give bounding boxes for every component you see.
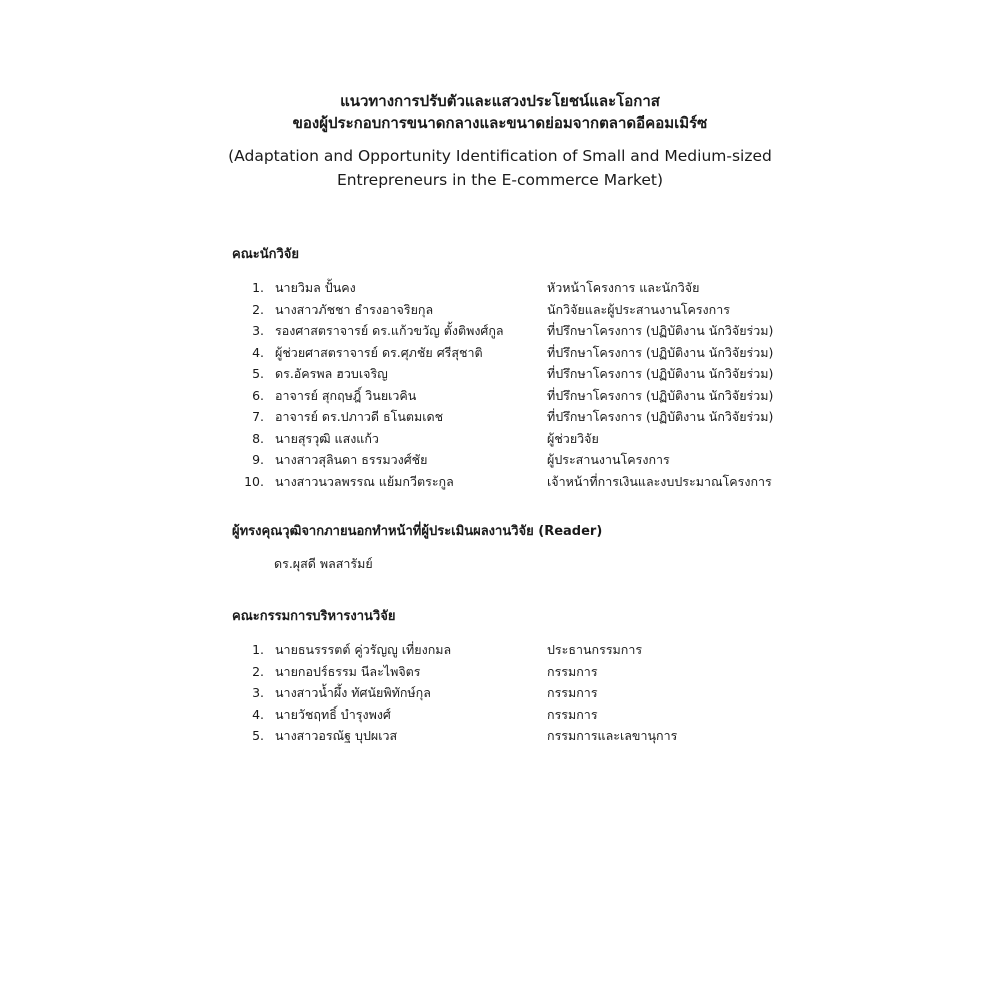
committee-member-name: นายกอปร์ธรรม นีละไพจิตร — [275, 663, 421, 679]
row-number: 8. — [252, 430, 264, 446]
committee-row — [232, 725, 832, 747]
row-number: 5. — [252, 728, 264, 743]
committee-heading: คณะกรรมการบริหารงานวิจัย — [232, 609, 396, 624]
row-number: 1. — [252, 642, 264, 657]
row-number: 6. — [252, 387, 264, 403]
researcher-name: นายวิมล ปั้นคง — [275, 280, 356, 295]
committee-row — [232, 704, 832, 726]
committee-row — [232, 661, 832, 683]
title-thai-line-1: แนวทางการปรับตัวและแสวงประโยชน์และโอกาส — [340, 92, 660, 110]
researchers-heading: คณะนักวิจัย — [232, 247, 300, 262]
researcher-name: รองศาสตราจารย์ ดร.แก้วขวัญ ตั้งติพงศ์กูล — [275, 323, 504, 338]
row-number: 1. — [252, 280, 264, 295]
researcher-name: ผู้ช่วยศาสตราจารย์ ดร.ศุภชัย ศรีสุชาติ — [275, 344, 483, 360]
title-english-line-2: Entrepreneurs in the E-commerce Market) — [336, 171, 664, 189]
researcher-role: หัวหน้าโครงการ และนักวิจัย — [547, 280, 700, 295]
reader-heading: ผู้ทรงคุณวุฒิจากภายนอกทำหน้าที่ผู้ประเมินผลงานวิจัย (Reader) — [232, 524, 603, 539]
committee-member-role: กรรมการและเลขานุการ — [547, 728, 678, 743]
researcher-role: ที่ปรึกษาโครงการ (ปฏิบัติงาน นักวิจัยร่วม) — [547, 387, 774, 403]
researcher-name: นายสุรวุฒิ แสงแก้ว — [275, 430, 379, 446]
researcher-role: ที่ปรึกษาโครงการ (ปฏิบัติงาน นักวิจัยร่วม) — [547, 344, 774, 360]
committee-member-role: กรรมการ — [547, 663, 598, 679]
committee-member-role: ประธานกรรมการ — [547, 642, 643, 657]
row-number: 10. — [244, 473, 264, 489]
row-number: 3. — [252, 323, 264, 338]
row-number: 4. — [252, 706, 264, 722]
row-number: 2. — [252, 663, 264, 679]
researcher-row — [232, 320, 832, 342]
committee-row — [232, 682, 832, 704]
researcher-row — [232, 277, 832, 299]
researcher-name: นางสาวสุลินดา ธรรมวงศ์ชัย — [275, 452, 428, 467]
researcher-name: อาจารย์ ดร.ปภาวดี ธโนตมเดช — [275, 409, 444, 424]
researcher-row — [232, 342, 832, 364]
researcher-role: ผู้ประสานงานโครงการ — [547, 452, 670, 467]
researcher-row — [232, 299, 832, 321]
row-number: 3. — [252, 685, 264, 700]
row-number: 7. — [252, 409, 264, 424]
researcher-role: ที่ปรึกษาโครงการ (ปฏิบัติงาน นักวิจัยร่วม) — [547, 366, 774, 381]
researcher-name: อาจารย์ สุกฤษฎิ์ วินยเวคิน — [275, 387, 417, 403]
committee-member-name: นางสาวน้ำผึ้ง ทัศนัยพิทักษ์กุล — [275, 685, 431, 700]
researcher-row — [232, 449, 832, 471]
row-number: 2. — [252, 301, 264, 317]
title-english — [0, 144, 1000, 192]
researcher-name: นางสาวภัชชา ธำรงอาจริยกุล — [275, 301, 434, 317]
researcher-role: นักวิจัยและผู้ประสานงานโครงการ — [547, 301, 730, 317]
researcher-role: ที่ปรึกษาโครงการ (ปฏิบัติงาน นักวิจัยร่วม) — [547, 409, 774, 424]
researcher-row — [232, 406, 832, 428]
document-title — [0, 90, 1000, 192]
researcher-name: ดร.อัครพล ฮวบเจริญ — [275, 366, 388, 381]
researcher-role: เจ้าหน้าที่การเงินและงบประมาณโครงการ — [547, 473, 772, 489]
title-thai-line-2: ของผู้ประกอบการขนาดกลางและขนาดย่อมจากตลาดอีคอมเมิร์ซ — [292, 114, 708, 132]
researcher-row — [232, 385, 832, 407]
committee-member-name: นางสาวอรณัฐ บุปผเวส — [275, 728, 398, 743]
researcher-row — [232, 471, 832, 493]
researcher-row — [232, 363, 832, 385]
researcher-role: ผู้ช่วยวิจัย — [547, 430, 599, 446]
reader-section — [232, 522, 832, 574]
researchers-section — [232, 245, 832, 492]
committee-member-role: กรรมการ — [547, 706, 598, 722]
committee-list — [232, 639, 832, 747]
researcher-row — [232, 428, 832, 450]
row-number: 9. — [252, 452, 264, 467]
row-number: 4. — [252, 344, 264, 360]
title-english-line-1: (Adaptation and Opportunity Identification of Small and Medium-sized — [228, 147, 772, 165]
reader-name: ดร.ผุสดี พลสารัมย์ — [274, 556, 373, 571]
researchers-list — [232, 277, 832, 492]
committee-section — [232, 607, 832, 747]
researcher-name: นางสาวนวลพรรณ แย้มกวีตระกูล — [275, 473, 454, 489]
row-number: 5. — [252, 366, 264, 381]
committee-member-name: นายวัชฤทธิ์ บำรุงพงศ์ — [275, 706, 391, 722]
committee-member-name: นายธนรรรตต์ คู่วรัญญู เที่ยงกมล — [275, 642, 452, 657]
committee-row — [232, 639, 832, 661]
committee-member-role: กรรมการ — [547, 685, 598, 700]
researcher-role: ที่ปรึกษาโครงการ (ปฏิบัติงาน นักวิจัยร่วม) — [547, 323, 774, 338]
